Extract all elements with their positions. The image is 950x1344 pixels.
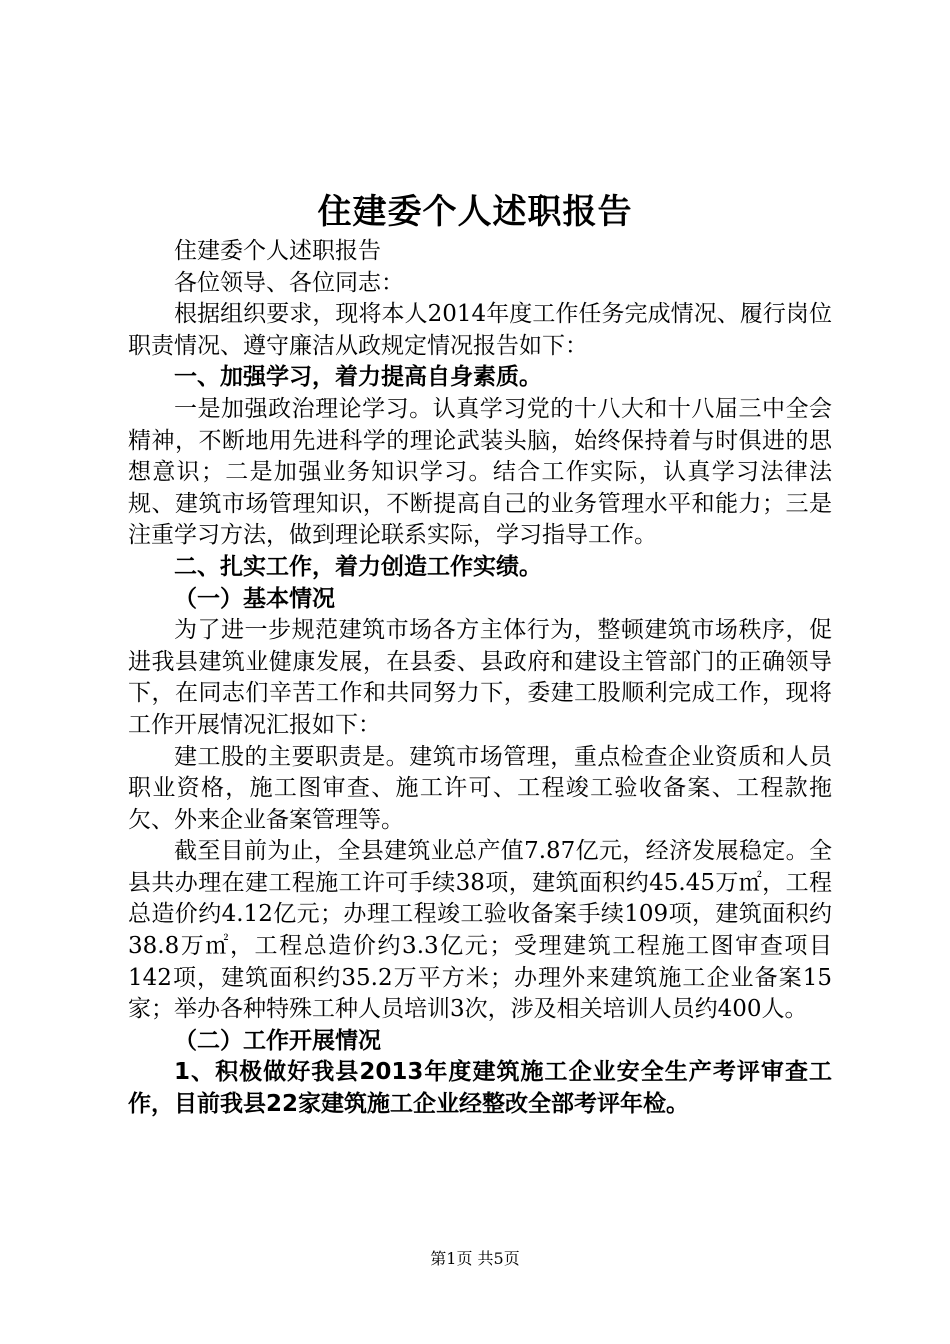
paragraph-statistics: 截至目前为止，全县建筑业总产值7.87亿元，经济发展稳定。全县共办理在建工程施工许可手续38项，建筑面积约45.45万㎡，工程总造价约4.12亿元；办理工程竣工验收备案手续109项，建筑面积约38.8万㎡，工程总造价约3.3亿元；受理建筑工程施工图审查项目142项，建筑面积约35.2万平方米；办理外来建筑施工企业备案15家；举办各种特殊工种人员培训3次，涉及相关培训人员约400人。 [128,838,832,1023]
paragraph-study: 一是加强政治理论学习。认真学习党的十八大和十八届三中全会精神，不断地用先进科学的理论武装头脑，始终保持着与时俱进的思想意识；二是加强业务知识学习。结合工作实际，认真学习法律法规、建筑市场管理知识，不断提高自己的业务管理水平和能力；三是注重学习方法，做到理论联系实际，学习指导工作。 [128,395,832,549]
heading-basic-situation: （一）基本情况 [174,585,335,612]
paragraph-item-1: 1、积极做好我县2013年度建筑施工企业安全生产考评审查工作，目前我县22家建筑施工企业经整改全部考评年检。 [128,1059,832,1118]
paragraph-salutation: 各位领导、各位同志： [174,269,404,296]
paragraph-background: 为了进一步规范建筑市场各方主体行为，整顿建筑市场秩序，促进我县建筑业健康发展，在县委、县政府和建设主管部门的正确领导下，在同志们辛苦工作和共同努力下，委建工股顺利完成工作，现将工作开展情况汇报如下： [128,617,832,738]
paragraph-duties: 建工股的主要职责是。建筑市场管理，重点检查企业资质和人员职业资格，施工图审查、施工许可、工程竣工验收备案、工程款拖欠、外来企业备案管理等。 [128,743,832,833]
page-footer: 第1页 共5页 [430,1249,520,1268]
heading-section-1: 一、加强学习，着力提高自身素质。 [174,364,542,391]
paragraph-subtitle: 住建委个人述职报告 [174,238,381,264]
heading-work-progress: （二）工作开展情况 [174,1027,381,1054]
document-title: 住建委个人述职报告 [317,192,633,232]
document-body [128,236,832,1121]
paragraph-intro: 根据组织要求，现将本人2014年度工作任务完成情况、履行岗位职责情况、遵守廉洁从政规定情况报告如下： [128,301,832,359]
heading-section-2: 二、扎实工作，着力创造工作实绩。 [174,553,542,580]
